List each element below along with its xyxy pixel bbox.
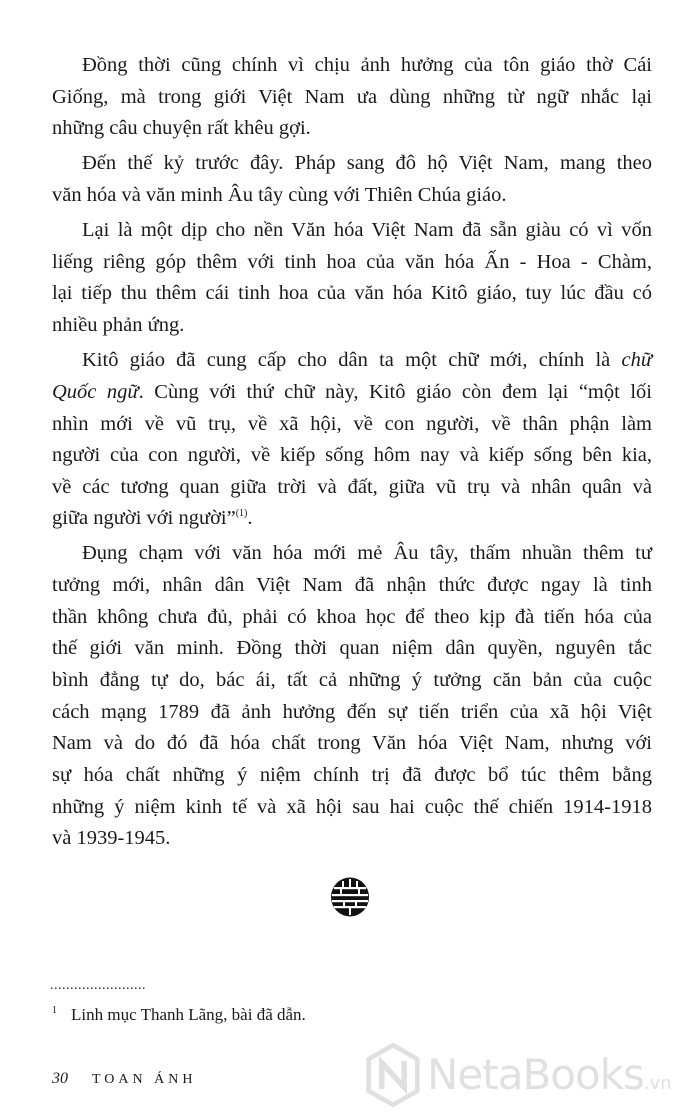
netabooks-logo-icon xyxy=(365,1042,421,1108)
text-line xyxy=(82,147,652,179)
text-line xyxy=(52,502,652,534)
shou-ornament-icon xyxy=(330,877,370,917)
footnote-text: Linh mục Thanh Lãng, bài đã dẫn. xyxy=(71,1005,306,1024)
footnote xyxy=(52,1005,306,1025)
text-line xyxy=(52,632,652,664)
text-line xyxy=(52,277,652,309)
text-segment: về các tương quan giữa trời và đất, giữa vũ trụ và nhân quân và xyxy=(52,476,652,498)
text-segment: Nam và do đó đã hóa chất trong Văn hóa Việt Nam, nhưng với xyxy=(52,732,652,754)
text-line xyxy=(82,49,652,81)
text-segment: Đến thế kỷ trước đây. Pháp sang đô hộ Việt Nam, mang theo xyxy=(82,152,652,174)
text-segment: Lại là một dịp cho nền Văn hóa Việt Nam đã sẵn giàu có vì vốn xyxy=(82,219,652,241)
watermark xyxy=(365,1040,695,1110)
text-line xyxy=(52,759,652,791)
watermark-brand: NetaBooks xyxy=(427,1050,644,1099)
text-segment: cách mạng 1789 đã ảnh hưởng đến sự tiến triển của xã hội Việt xyxy=(52,701,652,723)
footnote-separator: ........................ xyxy=(50,978,146,993)
text-segment: Đồng thời cũng chính vì chịu ảnh hưởng của tôn giáo thờ Cái xyxy=(82,54,652,76)
text-segment: Đụng chạm với văn hóa mới mẻ Âu tây, thấm nhuần thêm tư xyxy=(82,542,652,564)
text-line xyxy=(52,309,652,341)
text-line xyxy=(82,344,652,376)
text-line xyxy=(52,246,652,278)
text-line xyxy=(52,471,652,503)
text-segment: và 1939-1945. xyxy=(52,827,171,849)
text-segment: . Cùng với thứ chữ này, Kitô giáo còn đem lại “một lối xyxy=(138,381,652,403)
text-line xyxy=(52,112,652,144)
text-segment: liếng riêng góp thêm với tinh hoa của văn hóa Ấn - Hoa - Chàm, xyxy=(52,251,652,273)
text-line xyxy=(52,569,652,601)
text-segment: Giống, mà trong giới Việt Nam ưa dùng những từ ngữ nhắc lại xyxy=(52,86,652,108)
text-line xyxy=(52,408,652,440)
watermark-suffix: .vn xyxy=(643,1073,672,1094)
text-line xyxy=(52,727,652,759)
text-segment: người của con người, về kiếp sống hôm nay và kiếp sống bên kia, xyxy=(52,444,652,466)
footnote-number: 1 xyxy=(52,1005,57,1016)
text-line xyxy=(52,696,652,728)
text-segment: tưởng mới, nhân dân Việt Nam đã nhận thức được ngay là tinh xyxy=(52,574,652,596)
text-line xyxy=(52,791,652,823)
text-segment: Kitô giáo đã cung cấp cho dân ta một chữ mới, chính là xyxy=(82,349,622,371)
italic-text: chữ xyxy=(621,349,652,371)
text-segment: lại tiếp thu thêm cái tinh hoa của văn hóa Kitô giáo, tuy lúc đầu có xyxy=(52,282,652,304)
text-line xyxy=(82,214,652,246)
text-line xyxy=(52,81,652,113)
text-segment: giữa người với người” xyxy=(52,507,236,529)
text-line xyxy=(52,376,652,408)
italic-text: Quốc ngữ xyxy=(52,381,139,403)
text-segment: những ý niệm kinh tế và xã hội sau hai cuộc thế chiến 1914-1918 xyxy=(52,796,652,818)
text-segment: thần không chưa đủ, phải có khoa học để theo kịp đà tiến hóa của xyxy=(52,606,652,628)
text-line xyxy=(52,439,652,471)
text-line xyxy=(52,664,652,696)
text-segment: nhiều phản ứng. xyxy=(52,314,185,336)
text-line xyxy=(52,179,652,211)
text-line xyxy=(52,601,652,633)
text-line xyxy=(52,822,652,854)
text-segment: . xyxy=(247,507,253,529)
text-segment: nhìn mới về vũ trụ, về xã hội, về con người, về thân phận làm xyxy=(52,413,652,435)
text-segment: bình đẳng tự do, bác ái, tất cả những ý tưởng căn bản của cuộc xyxy=(52,669,652,691)
text-segment: văn hóa và văn minh Âu tây cùng với Thiên Chúa giáo. xyxy=(52,184,507,206)
text-line xyxy=(82,537,652,569)
footnote-reference: (1) xyxy=(235,508,248,520)
author-name: TOAN ÁNH xyxy=(92,1072,197,1087)
page-number: 30 xyxy=(52,1070,68,1087)
text-segment: những câu chuyện rất khêu gợi. xyxy=(52,117,311,139)
text-segment: sự hóa chất những ý niệm chính trị đã được bổ túc thêm bằng xyxy=(52,764,652,786)
text-segment: thế giới văn minh. Đồng thời quan niệm dân quyền, nguyên tắc xyxy=(52,637,652,659)
page-footer xyxy=(52,1070,196,1088)
